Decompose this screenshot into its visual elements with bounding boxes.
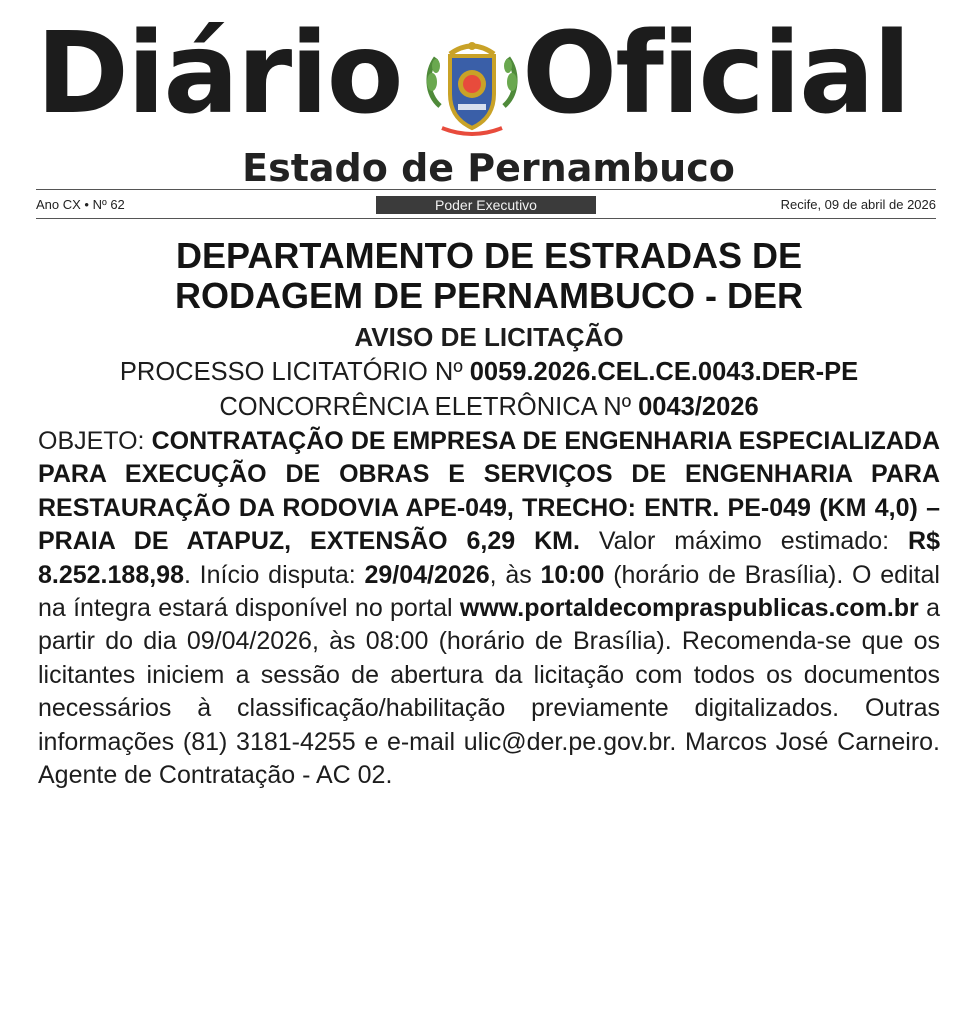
closing-text: a partir do dia 09/04/2026, às 08:00 (horário de Brasília). Recomenda-se que os licitantes iniciem a sessão de abertura da licitação com todos os documentos necessários à classificação/habilitação previamente digitalizados. Outras informações (81) 3181-4255 e e-mail ulic@der.pe.gov.br. Marcos José Carneiro. Agente de Contratação - AC 02. [38, 594, 940, 790]
dispute-date: 29/04/2026 [364, 560, 490, 589]
edital-text: (horário de Brasília). O edital na íntegra estará disponível no portal [38, 560, 940, 623]
masthead [0, 8, 977, 188]
masthead-title-oficial: Oficial [522, 9, 910, 139]
coat-of-arms-icon [420, 36, 524, 140]
process-number: 0059.2026.CEL.CE.0043.DER-PE [469, 358, 859, 386]
max-value: R$ 8.252.188,98 [38, 527, 940, 589]
publication-date: Recife, 09 de abril de 2026 [780, 197, 936, 212]
max-value-label: Valor máximo estimado: [579, 527, 909, 556]
notice [38, 236, 940, 792]
edition-number: Ano CX • Nº 62 [36, 197, 125, 212]
competition-label: CONCORRÊNCIA ELETRÔNICA Nº [219, 393, 639, 421]
process-label: PROCESSO LICITATÓRIO Nº [119, 358, 470, 386]
power-tag: Poder Executivo [376, 196, 596, 214]
info-bar [36, 196, 936, 214]
masthead-subtitle: Estado de Pernambuco [242, 146, 735, 190]
competition-line [38, 390, 940, 425]
divider-top [36, 189, 936, 190]
notice-title: AVISO DE LICITAÇÃO [354, 322, 624, 352]
department-line-1: DEPARTAMENTO DE ESTRADAS DE [175, 235, 803, 276]
department-name [38, 236, 940, 316]
dispute-time: 10:00 [540, 560, 605, 589]
dispute-at: , às [489, 560, 541, 589]
department-line-2: RODAGEM DE PERNAMBUCO - DER [174, 275, 803, 316]
divider-bottom [36, 218, 936, 219]
object-text: CONTRATAÇÃO DE EMPRESA DE ENGENHARIA ESPECIALIZADA PARA EXECUÇÃO DE OBRAS E SERVIÇOS DE ENGENHARIA PARA RESTAURAÇÃO DA RODOVIA APE-049, TRECHO: ENTR. PE-049 (KM 4,0) – PRAIA DE ATAPUZ, EXTENSÃO 6,29 KM. [38, 427, 940, 556]
portal-url: www.portaldecompraspublicas.com.br [459, 594, 919, 623]
object-label: OBJETO: [38, 427, 152, 455]
process-line [38, 355, 940, 390]
dispute-label: . Início disputa: [183, 560, 365, 589]
masthead-title-diario: Diário [36, 9, 402, 139]
competition-number: 0043/2026 [638, 393, 759, 421]
notice-body [38, 425, 940, 792]
